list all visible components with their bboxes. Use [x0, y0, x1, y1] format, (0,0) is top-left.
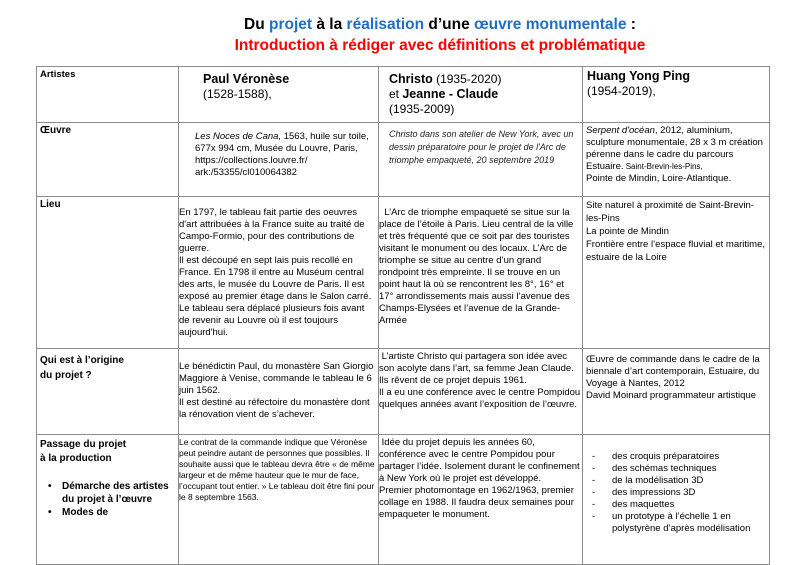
paragraph: Il est découpé en sept lais puis recollé en France. En 1798 il entre au Muséum central des arts, le musée du Louvre de Paris. Il est exposé au premier étage dans le Salon carré. [179, 255, 372, 302]
title-fragment: projet [269, 16, 313, 33]
comparison-table [36, 66, 770, 565]
paragraph: L’artiste Christo qui partagera son idée avec son acolyte dans l’art, sa femme Jean Claude. [379, 351, 574, 374]
list-item: - des maquettes [612, 499, 766, 511]
paragraph: Il est destiné au réfectoire du monastère dont la rénovation vient de s’achever. [179, 397, 370, 420]
artist-dates: (1935-2020) [432, 72, 502, 86]
bullet-item: • Modes de [62, 506, 175, 519]
conjunction: et [389, 87, 403, 101]
row-header-origine: Qui est à l’origine du projet ? [37, 349, 179, 435]
list-item: - de la modélisation 3D [612, 475, 766, 487]
artist-name: Paul Véronèse [203, 72, 290, 86]
paragraph: La pointe de Mindin [586, 226, 669, 237]
list-item: - un prototype à l’échelle 1 en polystyrène d’après modélisation [612, 511, 766, 535]
passage-huang [583, 435, 770, 565]
row-header-artists: Artistes [37, 67, 179, 123]
artist-dates: (1528-1588), [203, 87, 272, 101]
artist-name: Christo [389, 72, 433, 86]
passage-christo [379, 435, 583, 565]
paragraph: Œuvre de commande dans le cadre de la biennale d’art contemporain, Estuaire, du Voyage à Nantes, 2012 [586, 354, 760, 389]
artist-dates: (1935-2009) [389, 102, 455, 116]
paragraph: Le bénédictin Paul, du monastère San Giorgio Maggiore à Venise, commande le tableau le 6 juin 1562. [179, 361, 374, 396]
title-fragment: œuvre monumentale [474, 16, 627, 33]
paragraph: Ils rêvent de ce projet depuis 1961. [379, 375, 527, 386]
title-fragment: à la [312, 16, 347, 33]
artwork-location: Pointe de Mindin, Loire-Atlantique. [586, 173, 732, 184]
passage-veronese [179, 435, 379, 565]
origine-christo [379, 349, 583, 435]
row-header-oeuvre: Œuvre [37, 123, 179, 197]
title-line-1 [180, 14, 700, 35]
oeuvre-veronese [179, 123, 379, 197]
paragraph: Le tableau sera déplacé plusieurs fois avant de revenir au Louvre où il est toujours aujourd'hui. [179, 303, 365, 338]
oeuvre-huang [583, 123, 770, 197]
oeuvre-christo [379, 123, 583, 197]
row-header-lieu: Lieu [37, 197, 179, 349]
table-row-lieu [37, 197, 770, 349]
lieu-christo [379, 197, 583, 349]
paragraph: Frontière entre l’espace fluvial et maritime, estuaire de la Loire [586, 239, 765, 263]
bullet-item: • Démarche des artistes du projet à l’œuvre [62, 480, 175, 506]
list-item: - des schémas techniques [612, 463, 766, 475]
paragraph: L’Arc de triomphe empaqueté se situe sur la place de l’étoile à Paris. Lieu central de la ville et très fréquenté que ce soit par des touristes visitant le monument ou des locaux. L’Arc de triomphe se situe au centre d’un grand rondpoint très empreinte. Il se trouve en un point haut là où se rencontrent les 8°, 16° et 17° arrondissements mais aussi l’avenue des Champs-Elysées et l’avenue de la Grande-Armée [379, 207, 576, 326]
artist-cell-huang [583, 67, 770, 123]
title-line-2: Introduction à rédiger avec définitions et problématique [234, 37, 646, 54]
document-title [180, 14, 700, 56]
dash-list [586, 451, 766, 535]
list-item: - des impressions 3D [612, 487, 766, 499]
paragraph: Site naturel à proximité de Saint-Brevin-les-Pins [586, 200, 754, 224]
artwork-details: , 2012, aluminium, sculpture monumentale, 28 x 3 m création pérenne dans le cadre du parcours Estuaire. [586, 125, 763, 172]
artist-cell-christo [379, 67, 583, 123]
title-fragment: : [626, 16, 636, 33]
table-row-oeuvre [37, 123, 770, 197]
paragraph: David Moinard programmateur artistique [586, 390, 757, 401]
table-row-passage [37, 435, 770, 565]
artwork-title: Serpent d'océan [586, 125, 655, 136]
artist-dates: (1954-2019), [587, 84, 656, 98]
title-fragment: d’une [424, 16, 475, 33]
list-item: - des croquis préparatoires [612, 451, 766, 463]
artist-name: Jeanne - Claude [402, 87, 499, 101]
origine-huang [583, 349, 770, 435]
artwork-title: Les Noces de Cana, [195, 131, 282, 142]
artist-cell-veronese [179, 67, 379, 123]
paragraph: Il a eu une conférence avec le centre Pompidou quelques années avant l’exposition de l’œuvre. [379, 387, 581, 410]
paragraph: En 1797, le tableau fait partie des oeuvres d'art attribuées à la France suite au traité de Campo-Formio, pour des contributions de guerre. [179, 207, 365, 254]
artist-name: Huang Yong Ping [587, 69, 691, 83]
paragraph: Le contrat de la commande indique que Véronèse peut peindre autant de personnes que possibles. Il souhaite aussi que le tableau devra être « de même largeur et de même hauteur que le mur de face, l’occupant tout entier. » Le tableau doit être fini pour le 8 septembre 1563. [179, 437, 375, 502]
bullet-list [40, 480, 175, 519]
lieu-veronese [179, 197, 379, 349]
title-fragment: Du [244, 16, 270, 33]
title-fragment: réalisation [346, 16, 425, 33]
artwork-location: Saint-Brevin-les-Pins, [623, 162, 703, 171]
row-header-passage: Passage du projet à la production • Démarche des artistes du projet à l’œuvre • Modes de [37, 435, 179, 565]
table-row-origine [37, 349, 770, 435]
paragraph: Premier photomontage en 1962/1963, premier collage en 1988. Il faudra deux semaines pour empaqueter le monument. [379, 485, 574, 520]
origine-veronese [179, 349, 379, 435]
lieu-huang [583, 197, 770, 349]
artwork-details: 1563, huile sur toile, 677x 994 cm, Musée du Louvre, Paris, https://collections.louvre.fr/ ark:/53355/cl010064382 [195, 131, 369, 178]
table-row-artists [37, 67, 770, 123]
paragraph: Idée du projet depuis les années 60, conférence avec le centre Pompidou pour partager l’idée. Isolement durant le confinement à New York où le projet est développé. [379, 437, 583, 484]
artwork-caption: Christo dans son atelier de New York, avec un dessin préparatoire pour le projet de l'Arc de triomphe empaqueté, 20 septembre 2019 [389, 129, 574, 165]
